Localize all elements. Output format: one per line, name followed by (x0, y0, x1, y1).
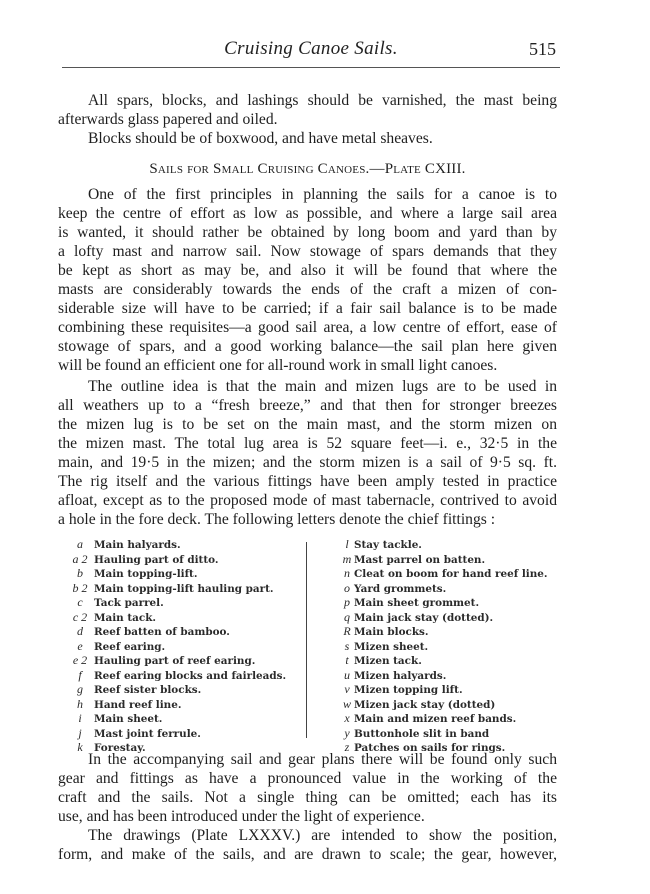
fitting-letter: x (344, 711, 350, 725)
fitting-letter: a 2 (72, 551, 88, 566)
fitting-item (66, 653, 302, 668)
fitting-letter: s (344, 638, 350, 653)
running-head-title: Cruising Canoe Sails. (224, 38, 398, 59)
fitting-item (66, 711, 302, 726)
fitting-description: Mizen tack. (354, 655, 422, 667)
text-line: all weathers up to a “fresh breeze,” and that then for stronger breezes (58, 397, 557, 414)
fitting-letter: b 2 (72, 580, 88, 595)
fitting-letter: p (344, 595, 350, 609)
fittings-list-left (66, 537, 302, 754)
fittings-list-right (340, 537, 570, 754)
fitting-item (340, 697, 570, 712)
fitting-item (340, 552, 570, 567)
fitting-description: Hauling part of ditto. (94, 553, 219, 566)
text-line: gear and fittings as have a pronounced value in the working of the (58, 770, 557, 787)
fitting-letter: t (345, 653, 349, 667)
fitting-item (340, 711, 570, 726)
fitting-letter: b (77, 566, 83, 580)
text-line: afterwards glass papered and oiled. (58, 111, 278, 128)
fitting-description: Reef sister blocks. (94, 684, 202, 696)
column-divider (306, 542, 307, 738)
text-line: the mizen lug is to be set on the main mast, and the storm mizen on (58, 416, 557, 433)
fitting-description: Buttonhole slit in band (354, 727, 490, 740)
fitting-description: Reef batten of bamboo. (94, 626, 230, 638)
fitting-letter: n (344, 566, 350, 580)
fitting-description: Mizen topping lift. (354, 684, 463, 696)
fitting-letter: d (77, 624, 83, 638)
fitting-description: Mizen sheet. (354, 640, 429, 653)
text-line: form, and make of the sails, and are drawn to scale; the gear, however, (58, 846, 557, 863)
text-line: afloat, except as to the proposed mode of mast tabernacle, contrived to avoid (58, 492, 557, 509)
fitting-description: Reef earing. (94, 640, 166, 653)
fitting-item (340, 726, 570, 741)
section-heading: Sails for Small Cruising Canoes.—Plate CXIII. (149, 161, 466, 177)
fitting-letter: j (78, 725, 82, 740)
fitting-description: Main blocks. (354, 626, 429, 638)
text-line: is wanted, it should rather be obtained by long boom and yard than by (58, 224, 557, 241)
text-line: use, and has been introduced under the light of experience. (58, 808, 425, 825)
fitting-letter: l (345, 537, 349, 551)
fitting-description: Mizen jack stay (dotted) (354, 698, 496, 711)
fitting-description: Main sheet grommet. (354, 597, 480, 609)
fitting-item (340, 566, 570, 581)
fitting-letter: f (78, 667, 82, 682)
fitting-description: Mast parrel on batten. (354, 553, 486, 566)
fitting-item (66, 697, 302, 712)
text-line: a hole in the fore deck. The following letters denote the chief fittings : (58, 511, 496, 528)
fitting-description: Main and mizen reef bands. (354, 713, 517, 725)
fitting-letter: c (77, 595, 83, 609)
fitting-letter: i (78, 711, 82, 725)
fitting-description: Yard grommets. (354, 582, 447, 595)
fitting-item (340, 595, 570, 610)
fitting-item (66, 726, 302, 741)
fitting-item (66, 639, 302, 654)
fitting-description: Hauling part of reef earing. (94, 655, 256, 667)
fitting-letter: a (77, 537, 83, 551)
text-line: The outline idea is that the main and mizen lugs are to be used in (88, 378, 557, 395)
fitting-letter: g (77, 682, 83, 696)
fitting-item (340, 668, 570, 683)
fitting-letter: k (77, 740, 83, 754)
fitting-item (66, 624, 302, 639)
text-line: The drawings (Plate LXXXV.) are intended to show the position, (88, 827, 557, 844)
fitting-description: Cleat on boom for hand reef line. (354, 568, 548, 580)
fitting-letter: u (344, 667, 350, 682)
fitting-letter: w (342, 696, 351, 711)
text-line: be kept as short as may be, and also it will be found that where the (58, 262, 557, 279)
text-line: In the accompanying sail and gear plans there will be found only such (88, 751, 557, 768)
fitting-item (66, 668, 302, 683)
fitting-description: Reef earing blocks and fairleads. (94, 669, 287, 682)
fitting-description: Forestay. (94, 742, 146, 754)
fitting-description: Patches on sails for rings. (354, 742, 506, 754)
text-line: siderable size will have to be carried; if a fair sail balance is to be made (58, 300, 557, 317)
fitting-letter: h (77, 696, 83, 711)
text-line: combining these requisites—a good sail area, a low centre of effort, ease of (58, 319, 557, 336)
fitting-item (340, 537, 570, 552)
fitting-description: Hand reef line. (94, 698, 182, 711)
fitting-description: Main sheet. (94, 713, 163, 725)
text-line: Blocks should be of boxwood, and have metal sheaves. (88, 130, 433, 147)
fitting-letter: m (342, 551, 352, 566)
text-line: All spars, blocks, and lashings should be varnished, the mast being (88, 92, 557, 109)
text-line: One of the first principles in planning the sails for a canoe is to (88, 186, 557, 203)
text-line: the mizen mast. The total lug area is 52 square feet—i. e., 32·5 in the (58, 435, 557, 452)
fitting-letter: e 2 (72, 653, 88, 667)
fitting-letter: o (344, 580, 350, 595)
fitting-description: Main halyards. (94, 539, 181, 551)
fitting-letter: q (344, 609, 350, 624)
fitting-item (66, 537, 302, 552)
text-line: main, and 19·5 in the mizen; and the storm mizen is a sail of 9·5 sq. ft. (58, 454, 557, 471)
fitting-letter: e (77, 638, 83, 653)
fitting-letter: z (344, 740, 350, 754)
fitting-item (66, 552, 302, 567)
text-line: stowage of spars, and a good working balance—the sail plan here given (58, 338, 557, 355)
text-line: craft and the sails. Not a single thing can be omitted; each has its (58, 789, 557, 806)
text-line: will be found an efficient one for all-round work in small light canoes. (58, 357, 498, 374)
running-head (62, 38, 560, 62)
text-line: The rig itself and the various fittings have been amply tested in practice (58, 473, 557, 490)
fitting-item (340, 639, 570, 654)
fitting-item (66, 566, 302, 581)
fitting-item (66, 595, 302, 610)
fitting-letter: v (344, 682, 350, 696)
header-rule (62, 67, 560, 68)
fitting-letter: c 2 (72, 609, 88, 624)
fitting-item (66, 610, 302, 625)
fitting-description: Stay tackle. (354, 539, 422, 551)
fitting-item (340, 682, 570, 697)
text-line: masts are considerably towards the ends of the craft a mizen of con- (58, 281, 557, 298)
fitting-description: Main jack stay (dotted). (354, 611, 494, 624)
fitting-letter: y (344, 725, 350, 740)
fitting-description: Mast joint ferrule. (94, 727, 201, 740)
fitting-item (66, 581, 302, 596)
fitting-description: Tack parrel. (94, 597, 164, 609)
fitting-description: Main topping-lift hauling part. (94, 582, 274, 595)
fitting-description: Main topping-lift. (94, 568, 198, 580)
fitting-description: Mizen halyards. (354, 669, 447, 682)
page-number: 515 (529, 39, 556, 59)
fitting-item (340, 624, 570, 639)
fitting-description: Main tack. (94, 611, 157, 624)
fitting-item (66, 682, 302, 697)
fitting-item (340, 610, 570, 625)
text-line: a lofty mast and narrow sail. Now stowage of spars demands that they (58, 243, 557, 260)
fitting-item (340, 581, 570, 596)
fitting-item (340, 653, 570, 668)
fitting-letter: R (343, 624, 351, 638)
text-line: keep the centre of effort as low as possible, and where a large sail area (58, 205, 557, 222)
